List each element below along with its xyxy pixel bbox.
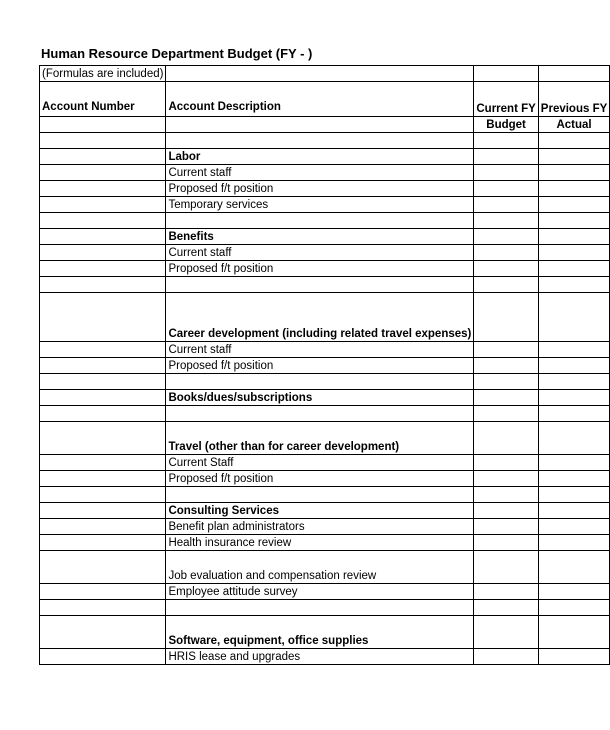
current-fy-subheader: Budget (474, 117, 538, 133)
previous-fy-actual-cell (538, 649, 609, 665)
account-number-cell (40, 374, 166, 390)
table-row (40, 181, 610, 197)
note-row (40, 66, 610, 82)
account-description-cell: Job evaluation and compensation review (166, 551, 474, 584)
account-number-cell (40, 422, 166, 455)
table-row (40, 406, 610, 422)
account-number-cell (40, 471, 166, 487)
previous-fy-actual-cell (538, 455, 609, 471)
account-description-cell: Benefits (166, 229, 474, 245)
account-description-header: Account Description (166, 82, 474, 117)
account-description-cell: Temporary services (166, 197, 474, 213)
current-fy-budget-cell (474, 649, 538, 665)
previous-fy-actual-cell (538, 213, 609, 229)
current-fy-budget-cell (474, 374, 538, 390)
current-fy-budget-cell (474, 487, 538, 503)
current-fy-budget-cell (474, 149, 538, 165)
account-number-cell (40, 342, 166, 358)
table-row (40, 471, 610, 487)
table-row (40, 374, 610, 390)
current-fy-budget-cell (474, 519, 538, 535)
table-row (40, 165, 610, 181)
header-row (40, 82, 610, 117)
account-number-cell (40, 293, 166, 342)
previous-fy-actual-cell (538, 133, 609, 149)
account-description-cell (166, 406, 474, 422)
table-row (40, 455, 610, 471)
previous-fy-actual-cell (538, 245, 609, 261)
current-fy-budget-cell (474, 422, 538, 455)
current-fy-budget-cell (474, 390, 538, 406)
table-row (40, 149, 610, 165)
account-number-cell (40, 358, 166, 374)
account-number-header: Account Number (40, 82, 166, 117)
previous-fy-actual-cell (538, 197, 609, 213)
budget-table (39, 65, 610, 665)
account-description-cell: Current staff (166, 245, 474, 261)
table-row (40, 503, 610, 519)
table-row (40, 600, 610, 616)
table-row (40, 261, 610, 277)
current-fy-budget-cell (474, 455, 538, 471)
account-number-cell (40, 600, 166, 616)
previous-fy-actual-cell (538, 229, 609, 245)
previous-fy-actual-cell (538, 471, 609, 487)
current-fy-budget-cell (474, 503, 538, 519)
previous-fy-actual-cell (538, 390, 609, 406)
previous-fy-actual-cell (538, 277, 609, 293)
account-number-cell (40, 165, 166, 181)
current-fy-budget-cell (474, 245, 538, 261)
previous-fy-actual-cell (538, 181, 609, 197)
account-number-cell (40, 487, 166, 503)
current-fy-budget-cell (474, 535, 538, 551)
previous-fy-actual-cell (538, 358, 609, 374)
account-description-cell: HRIS lease and upgrades (166, 649, 474, 665)
current-fy-budget-cell (474, 277, 538, 293)
current-fy-budget-cell (474, 181, 538, 197)
account-number-cell (40, 584, 166, 600)
table-row (40, 390, 610, 406)
account-description-cell: Health insurance review (166, 535, 474, 551)
table-row (40, 551, 610, 584)
previous-fy-actual-cell (538, 261, 609, 277)
current-fy-budget-cell (474, 616, 538, 649)
current-fy-budget-cell (474, 471, 538, 487)
previous-fy-subheader: Actual (538, 117, 609, 133)
previous-fy-actual-cell (538, 422, 609, 455)
account-number-cell (40, 197, 166, 213)
account-description-cell: Employee attitude survey (166, 584, 474, 600)
account-number-cell (40, 277, 166, 293)
current-fy-budget-cell (474, 197, 538, 213)
current-fy-budget-cell (474, 213, 538, 229)
table-row (40, 535, 610, 551)
table-row (40, 133, 610, 149)
current-fy-budget-cell (474, 133, 538, 149)
account-description-cell (166, 374, 474, 390)
account-description-cell: Labor (166, 149, 474, 165)
previous-fy-actual-cell (538, 503, 609, 519)
table-row (40, 616, 610, 649)
account-description-cell: Travel (other than for career development) (166, 422, 474, 455)
table-row (40, 584, 610, 600)
account-description-cell (166, 487, 474, 503)
previous-fy-actual-cell (538, 165, 609, 181)
current-fy-budget-cell (474, 229, 538, 245)
account-number-cell (40, 261, 166, 277)
current-fy-budget-cell (474, 342, 538, 358)
account-number-cell (40, 406, 166, 422)
previous-fy-actual-cell (538, 374, 609, 390)
previous-fy-actual-cell (538, 519, 609, 535)
previous-fy-actual-cell (538, 406, 609, 422)
account-number-cell (40, 455, 166, 471)
account-number-cell (40, 519, 166, 535)
previous-fy-actual-cell (538, 487, 609, 503)
account-number-cell (40, 503, 166, 519)
account-description-cell: Current staff (166, 165, 474, 181)
account-description-cell: Software, equipment, office supplies (166, 616, 474, 649)
account-number-cell (40, 616, 166, 649)
account-description-cell: Books/dues/subscriptions (166, 390, 474, 406)
table-row (40, 213, 610, 229)
account-description-cell: Current staff (166, 342, 474, 358)
formulas-note: (Formulas are included) (40, 66, 166, 82)
current-fy-budget-cell (474, 600, 538, 616)
header-subrow (40, 117, 610, 133)
account-number-cell (40, 245, 166, 261)
table-row (40, 422, 610, 455)
account-description-cell: Proposed f/t position (166, 471, 474, 487)
account-number-cell (40, 390, 166, 406)
account-number-cell (40, 649, 166, 665)
table-row (40, 487, 610, 503)
table-row (40, 519, 610, 535)
previous-fy-actual-cell (538, 342, 609, 358)
current-fy-budget-cell (474, 165, 538, 181)
table-row (40, 293, 610, 342)
current-fy-budget-cell (474, 551, 538, 584)
table-row (40, 649, 610, 665)
table-row (40, 197, 610, 213)
previous-fy-actual-cell (538, 600, 609, 616)
account-description-cell: Career development (including related travel expenses) (166, 293, 474, 342)
account-number-cell (40, 213, 166, 229)
account-description-cell: Consulting Services (166, 503, 474, 519)
document-title: Human Resource Department Budget (FY - ) (41, 46, 313, 61)
account-number-cell (40, 181, 166, 197)
account-description-cell (166, 133, 474, 149)
current-fy-header: Current FY (474, 82, 538, 117)
table-row (40, 245, 610, 261)
account-description-cell: Current Staff (166, 455, 474, 471)
previous-fy-actual-cell (538, 149, 609, 165)
account-description-cell (166, 600, 474, 616)
previous-fy-actual-cell (538, 584, 609, 600)
account-description-cell (166, 213, 474, 229)
current-fy-budget-cell (474, 584, 538, 600)
table-row (40, 342, 610, 358)
account-description-cell: Proposed f/t position (166, 181, 474, 197)
current-fy-budget-cell (474, 293, 538, 342)
account-description-cell: Proposed f/t position (166, 358, 474, 374)
account-description-cell: Benefit plan administrators (166, 519, 474, 535)
account-description-cell (166, 277, 474, 293)
account-number-cell (40, 149, 166, 165)
account-description-cell: Proposed f/t position (166, 261, 474, 277)
account-number-cell (40, 133, 166, 149)
account-number-cell (40, 535, 166, 551)
account-number-cell (40, 229, 166, 245)
table-row (40, 229, 610, 245)
table-row (40, 358, 610, 374)
previous-fy-actual-cell (538, 535, 609, 551)
current-fy-budget-cell (474, 358, 538, 374)
previous-fy-header: Previous FY (538, 82, 609, 117)
table-row (40, 277, 610, 293)
previous-fy-actual-cell (538, 293, 609, 342)
current-fy-budget-cell (474, 406, 538, 422)
previous-fy-actual-cell (538, 551, 609, 584)
previous-fy-actual-cell (538, 616, 609, 649)
current-fy-budget-cell (474, 261, 538, 277)
account-number-cell (40, 551, 166, 584)
